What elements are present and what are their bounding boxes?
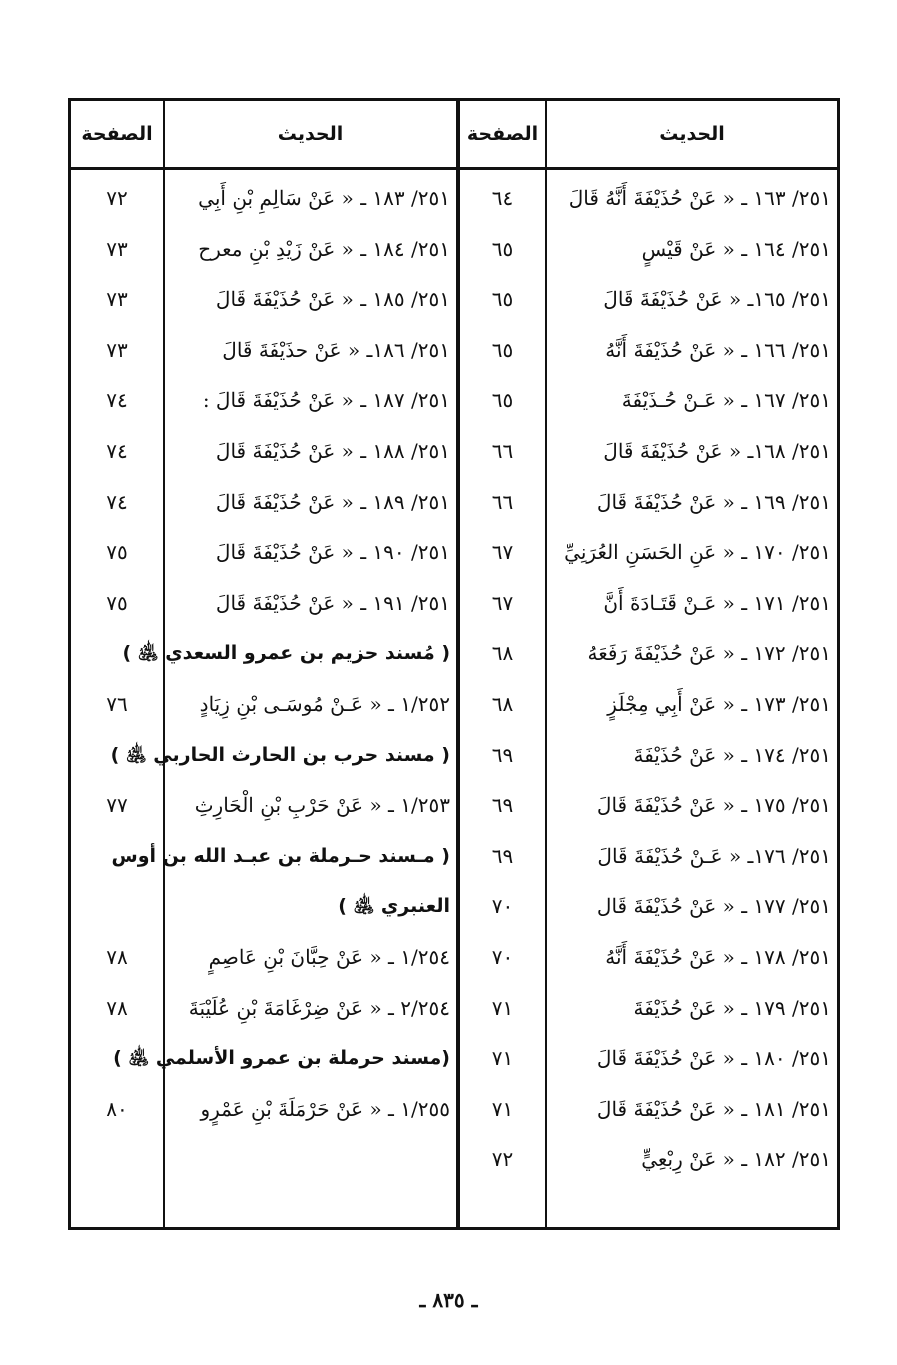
page-ref: ٧٨ bbox=[106, 945, 128, 969]
hadith-entry: ٢٥١/ ١٨٢ ـ « عَنْ رِبْعِيٍّ bbox=[641, 1147, 831, 1172]
hadith-entry: ٢٥١/ ١٦٦ ـ « عَنْ حُذَيْفَةَ أَنَّهُ bbox=[605, 337, 831, 362]
page-ref: ٧٣ bbox=[106, 236, 128, 261]
hadith-entry: ٢٥١/ ١٦٤ ـ « عَنْ قَيْسٍ bbox=[641, 236, 831, 261]
hadith-entry: ٢٥١/ ١٦٩ ـ « عَنْ حُذَيْفَةَ قَالَ bbox=[596, 489, 831, 514]
index-table bbox=[68, 98, 840, 1230]
page-ref: ٦٥ bbox=[491, 287, 514, 312]
section-heading: العنبري ﵁ ) bbox=[338, 895, 450, 918]
page-ref: ٧٠ bbox=[491, 894, 514, 919]
page-ref: ٦٩ bbox=[491, 793, 514, 818]
page-ref: ٦٨ bbox=[491, 692, 514, 716]
page-ref: ٦٦ bbox=[491, 439, 514, 463]
page-ref: ٧٤ bbox=[106, 489, 128, 514]
hadith-entry: ٢٥١/ ١٧١ ـ « عَـنْ قَتَـادَةَ أَنَّ bbox=[603, 590, 831, 615]
section-heading: (مسند حرملة بن عمرو الأسلمي ﵁ ) bbox=[113, 1047, 450, 1070]
hadith-entry: ٢٥١/ ١٦٨ـ « عَنْ حُذَيْفَةَ قَالَ bbox=[603, 439, 831, 463]
hadith-entry: ٢٥١/ ١٨٣ ـ « عَنْ سَالِمِ بْنِ أَبِي bbox=[198, 186, 450, 210]
hadith-entry: ٢٥١/ ١٨٥ ـ « عَنْ حُذَيْفَةَ قَالَ bbox=[215, 287, 450, 312]
header-right-hadith: الحديث bbox=[659, 123, 725, 145]
hadith-entry: ٢٥١/ ١٨٤ ـ « عَنْ زَيْدِ بْنِ معرح bbox=[198, 236, 450, 261]
hadith-entry: ١/٢٥٥ ـ « عَنْ حَرْمَلَةَ بْنِ عَمْرٍو bbox=[200, 1096, 450, 1121]
hadith-entry: ٢٥١/ ١٧٩ ـ « عَنْ حُذَيْفَةَ bbox=[633, 995, 831, 1020]
page-ref: ٧٠ bbox=[491, 945, 514, 969]
hadith-entry: ٢٥١/ ١٦٣ ـ « عَنْ حُذَيْفَةَ أَنَّهُ قَالَ bbox=[568, 186, 831, 210]
page-ref: ٦٩ bbox=[491, 742, 514, 767]
page-ref: ٧٤ bbox=[106, 439, 128, 463]
section-heading: ( مـسند حـرملة بن عبـد الله بن أوس bbox=[111, 844, 450, 867]
hadith-entry: ٢٥١/ ١٩٠ ـ « عَنْ حُذَيْفَةَ قَالَ bbox=[215, 540, 450, 565]
page-ref: ٦٥ bbox=[491, 337, 514, 362]
page-ref: ٧١ bbox=[491, 1096, 514, 1121]
page-ref: ٧٥ bbox=[106, 540, 128, 565]
hadith-entry: ٢٥١/ ١٧٤ ـ « عَنْ حُذَيْفَةَ bbox=[633, 742, 831, 767]
hadith-entry: ٢٥١/ ١٧٢ ـ « عَنْ حُذَيْفَةَ رَفَعَهُ bbox=[587, 641, 831, 666]
page-number: ـ ٨٣٥ ـ bbox=[419, 1288, 478, 1312]
hadith-entry: ٢٥١/ ١٧٨ ـ « عَنْ حُذَيْفَةَ أَنَّهُ bbox=[605, 945, 831, 969]
hadith-entry: ١/٢٥٢ ـ « عَـنْ مُوسَـى بْنِ زِيَادٍ bbox=[199, 692, 450, 716]
page-ref: ٦٤ bbox=[491, 186, 514, 210]
header-left-page: الصفحة bbox=[81, 123, 153, 145]
page-ref: ٦٨ bbox=[491, 641, 514, 666]
hadith-entry: ٢٥١/ ١٦٥ـ « عَنْ حُذَيْفَةَ قَالَ bbox=[603, 287, 831, 312]
hadith-entry: ٢٥١/ ١٨٨ ـ « عَنْ حُذَيْفَةَ قَالَ bbox=[215, 439, 450, 463]
divider-right-page bbox=[545, 101, 547, 1227]
header-divider bbox=[71, 167, 837, 170]
hadith-entry: ١/٢٥٤ ـ « عَنْ حِبَّانَ بْنِ عَاصِمٍ bbox=[208, 945, 450, 969]
hadith-entry: ٢٥١/ ١٦٧ ـ « عَـنْ حُـذَيْفَةَ bbox=[621, 388, 831, 413]
page-ref: ٧٤ bbox=[106, 388, 128, 413]
hadith-entry: ٢٥١/ ١٧٥ ـ « عَنْ حُذَيْفَةَ قَالَ bbox=[596, 793, 831, 818]
hadith-entry: ٢٥١/ ١٨٦ـ « عَنْ حذَيْفَةَ قَالَ bbox=[222, 337, 450, 362]
page-ref: ٧٢ bbox=[491, 1147, 514, 1172]
page-ref: ٦٧ bbox=[491, 590, 514, 615]
page-ref: ٧٣ bbox=[106, 287, 128, 312]
page-ref: ٦٧ bbox=[491, 540, 514, 565]
section-heading: ( مسند حرب بن الحارث الحاربي ﵁ ) bbox=[110, 743, 450, 766]
hadith-entry: ٢٥١/ ١٧٣ ـ « عَنْ أَبِي مِجْلَزٍ bbox=[607, 692, 831, 716]
page-ref: ٦٥ bbox=[491, 236, 514, 261]
hadith-entry: ٢٥١/ ١٨١ ـ « عَنْ حُذَيْفَةَ قَالَ bbox=[596, 1096, 831, 1121]
page-ref: ٦٥ bbox=[491, 388, 514, 413]
hadith-entry: ٢٥١/ ١٨٧ ـ « عَنْ حُذَيْفَةَ قَالَ : bbox=[202, 388, 450, 413]
page-ref: ٧٨ bbox=[106, 995, 128, 1020]
hadith-entry: ٢٥١/ ١٩١ ـ « عَنْ حُذَيْفَةَ قَالَ bbox=[215, 590, 450, 615]
page-ref: ٦٦ bbox=[491, 489, 514, 514]
page-ref: ٧٢ bbox=[106, 186, 128, 210]
page-ref: ٧٥ bbox=[106, 590, 128, 615]
page-ref: ٧١ bbox=[491, 995, 514, 1020]
header-right-page: الصفحة bbox=[466, 123, 539, 145]
page-ref: ٧٣ bbox=[106, 337, 128, 362]
hadith-entry: ٢٥١/ ١٧٠ ـ « عَنِ الحَسَنِ العُرَنِيِّ bbox=[564, 540, 831, 565]
hadith-entry: ١/٢٥٣ ـ « عَنْ حَرْبِ بْنِ الْحَارِثِ bbox=[194, 793, 450, 818]
header-left-hadith: الحديث bbox=[277, 123, 344, 145]
page-ref: ٧١ bbox=[491, 1046, 514, 1071]
page-ref: ٦٩ bbox=[491, 843, 514, 868]
hadith-entry: ٢٥١/ ١٧٧ ـ « عَنْ حُذَيْفَةَ قَال bbox=[596, 894, 831, 919]
page-ref: ٨٠ bbox=[106, 1096, 128, 1121]
page-ref: ٧٦ bbox=[106, 692, 128, 716]
hadith-entry: ٢٥١/ ١٨٠ ـ « عَنْ حُذَيْفَةَ قَالَ bbox=[596, 1046, 831, 1071]
hadith-entry: ٢٥١/ ١٧٦ـ « عَـنْ حُذَيْفَةَ قَالَ bbox=[597, 843, 831, 868]
page-ref: ٧٧ bbox=[106, 793, 128, 818]
hadith-entry: ٢/٢٥٤ ـ « عَنْ ضِرْغَامَةَ بْنِ عُلَيْبَةَ bbox=[188, 995, 450, 1020]
section-heading: ( مُسند حزيم بن عمرو السعدي ﵁ ) bbox=[122, 642, 450, 665]
hadith-entry: ٢٥١/ ١٨٩ ـ « عَنْ حُذَيْفَةَ قَالَ bbox=[215, 489, 450, 514]
